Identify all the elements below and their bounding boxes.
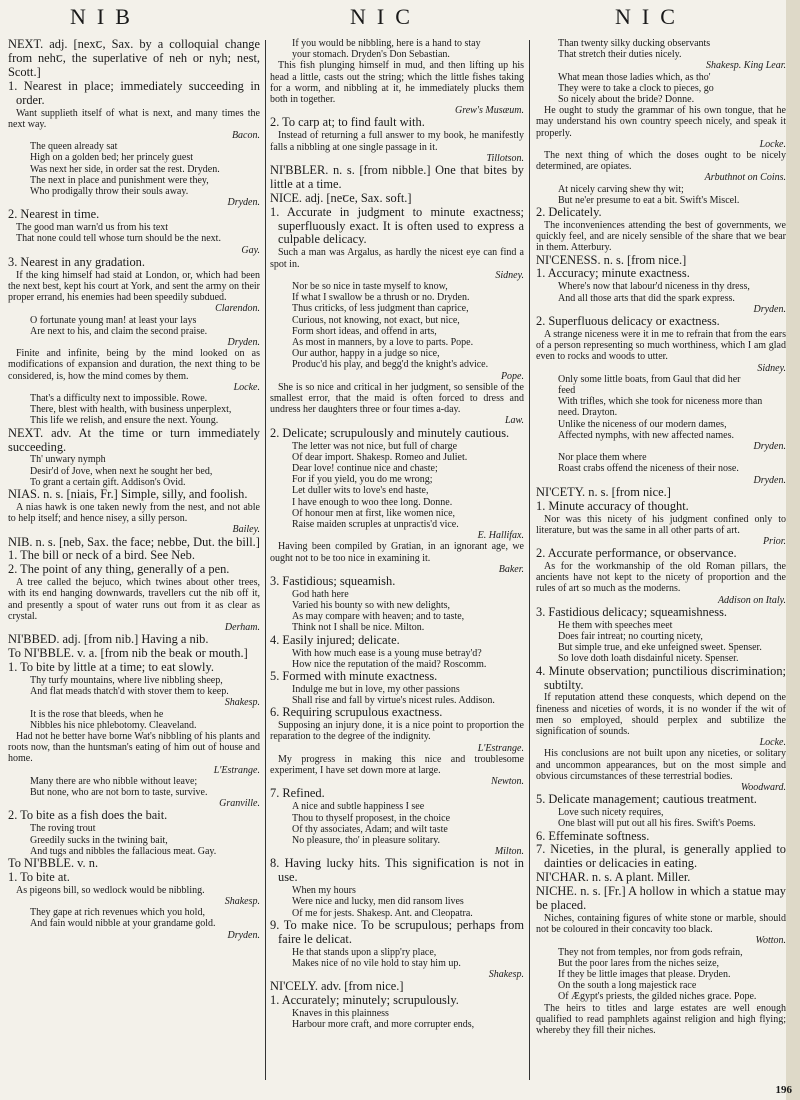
quotation-line: Of Ægypt's priests, the gilded niches grace. Pope. — [558, 991, 757, 1003]
quotation-line: No pleasure, tho' in pleasure solitary. — [292, 834, 441, 846]
citation-source: Dryden. — [753, 440, 786, 452]
sense-definition: 4. Easily injured; delicate. — [270, 632, 400, 647]
quotation-line: With how much ease is a young muse betray'd? — [292, 647, 482, 659]
quotation-line: A tree called the bejuco, which twines about other trees, with its end hanging downwards, travellers cut the nib off it, and presently a spout of water runs out from it as clear as crystal. — [8, 577, 260, 622]
quotation-line: Varied his bounty so with new delights, — [292, 600, 451, 612]
quotation-line: Finite and infinite, being by the mind looked on as modifications of expansion and duration, the next thing to be considered, is, how the mind comes by them. — [8, 348, 260, 382]
sense-definition: 2. To carp at; to find fault with. — [270, 115, 425, 130]
quotation-line: Where's now that labour'd niceness in thy dress, — [558, 281, 750, 293]
sense-definition: 1. Nearest in place; immediately succeeding in order. — [8, 78, 260, 107]
quotation-line: As pigeons bill, so wedlock would be nibbling. — [16, 884, 205, 896]
quotation-line: Had not he better have borne Wat's nibbling of his plants and roots now, than the huntsman's eating of him out of house and home. — [8, 731, 260, 765]
quotation-line: They not from temples, nor from gods refrain, — [558, 946, 743, 958]
entry-headword: NI'CENESS. n. s. [from nice.] — [536, 252, 687, 267]
quotation-line: He that stands upon a slipp'ry place, — [292, 946, 437, 958]
quotation-line: Indulge me but in love, my other passions — [292, 683, 460, 695]
sense-definition: 1. The bill or neck of a bird. See Neb. — [8, 548, 195, 563]
quotation-line: As for the workmanship of the old Roman pillars, the ancients have not kept to the nicety of proportion and the rules of art so much as the moderns. — [536, 561, 786, 595]
quotation-line: That none could tell whose turn should be the next. — [16, 233, 221, 245]
citation-source: Sidney. — [495, 269, 524, 281]
entry-headword: To NI'BBLE. v. a. [from nib the beak or mouth.] — [8, 646, 248, 661]
quotation-line: Having been compiled by Gratian, in an ignorant age, we ought not to be too nice in examining it. — [270, 541, 524, 564]
citation-source: Dryden. — [227, 337, 260, 348]
quotation-line: Th' unwary nymph — [30, 454, 106, 466]
sense-definition: 3. Nearest in any gradation. — [8, 254, 145, 269]
quotation-line: I have enough to woo thee long. Donne. — [292, 496, 453, 508]
page-number: 196 — [775, 1084, 792, 1096]
quotation-line: Many there are who nibble without leave; — [30, 775, 198, 787]
citation-source: Wotton. — [755, 935, 786, 947]
citation-source: Granville. — [219, 798, 260, 810]
quotation-line: How nice the reputation of the maid? Roscomm. — [292, 658, 487, 670]
citation-source: Locke. — [759, 737, 786, 749]
entry-headword: NIB. n. s. [neb, Sax. the face; nebbe, Dut. the bill.] — [8, 534, 260, 549]
quotation-line: Of honour men at first, like women nice, — [292, 507, 456, 519]
citation-source: Dryden. — [753, 474, 786, 486]
quotation-line: One blast will put out all his fires. Swift's Poems. — [558, 818, 756, 830]
quotation-line: Nibbles his nice phlebotomy. Cleaveland. — [30, 719, 197, 731]
quotation-line: To grant a certain gift. Addison's Ovid. — [30, 476, 186, 488]
citation-source: L'Estrange. — [213, 764, 260, 776]
citation-source: Shakesp. — [224, 895, 260, 907]
quotation-line: Love such nicety requires, — [558, 807, 664, 819]
citation-source: Newton. — [490, 776, 524, 788]
quotation-line: A nias hawk is one taken newly from the nest, and not able to help itself; and hence nisey, a silly person. — [8, 501, 260, 525]
quotation-line: Are next to his, and claim the second praise. — [30, 325, 208, 337]
sense-definition: 7. Niceties, in the plural, is generally applied to dainties or delicacies in eating. — [536, 842, 786, 871]
quotation-line: As may compare with heaven; and to taste, — [292, 611, 465, 623]
quotation-line: With trifles, which she took for niceness more than — [558, 396, 763, 408]
quotation-line: Thou to thyself proposest, in the choice — [292, 812, 451, 824]
entry-headword: NIAS. n. s. [niais, Fr.] Simple, silly, and foolish. — [8, 487, 248, 502]
citation-source: Derham. — [224, 622, 260, 634]
quotation-line: This fish plunging himself in mud, and then lifting up his head a little, casts out the string; which the little fishes taking for a worm, and nibbling at it, he immediately plucks them both in together. — [270, 60, 524, 106]
quotation-line: Want supplieth itself of what is next, and many times the next way. — [8, 107, 260, 130]
quotation-line: Supposing an injury done, it is a nice point to proportion the reparation to the degree of the indignity. — [270, 720, 524, 743]
quotation-line: Knaves in this plainness — [292, 1008, 389, 1020]
sense-definition: 3. Fastidious delicacy; squeamishness. — [536, 604, 727, 619]
entry-headword: NI'CHAR. n. s. A plant. Miller. — [536, 870, 691, 885]
sense-definition: 2. Delicately. — [536, 205, 602, 220]
citation-source: Locke. — [233, 381, 260, 393]
quotation-line: Unlike the niceness of our modern dames, — [558, 418, 727, 430]
quotation-line: They were to take a clock to pieces, go — [558, 82, 714, 94]
citation-source: Pope. — [500, 370, 524, 382]
quotation-line: If they be little images that please. Dryden. — [558, 969, 731, 980]
quotation-line: If the king himself had staid at London, or, which had been the next best, kept his court at York, and sent the army on their proper errand, his enemies had been speedily subdued. — [8, 269, 260, 304]
sense-definition: 1. Accurate in judgment to minute exactness; superfluously exact. It is often used to express a culpable delicacy. — [270, 204, 524, 247]
quotation-line: Desir'd of Jove, when next he sought her bed, — [30, 465, 213, 477]
citation-source: Shakesp. — [488, 969, 524, 980]
sense-definition: 1. Accurately; minutely; scrupulously. — [270, 993, 459, 1008]
citation-source: Clarendon. — [215, 303, 260, 315]
quotation-line: This life we relish, and ensure the next. Young. — [30, 415, 219, 427]
header-left: NIB — [70, 4, 141, 29]
running-header — [0, 4, 790, 34]
quotation-line: Affected nymphs, with new affected names. — [558, 429, 734, 441]
citation-source: Shakesp. King Lear. — [706, 60, 786, 72]
quotation-line: Raise maiden scruples at unpractis'd vice. — [292, 518, 459, 530]
sense-definition: 6. Requiring scrupulous exactness. — [270, 705, 443, 720]
quotation-line: He ought to study the grammar of his own tongue, that he may understand his own country speech nicely, and speak it properly. — [536, 105, 786, 139]
citation-source: L'Estrange. — [477, 742, 524, 754]
sense-definition: 1. Minute accuracy of thought. — [536, 498, 689, 513]
citation-source: Shakesp. — [224, 697, 260, 709]
sense-definition: 5. Delicate management; cautious treatment. — [536, 792, 757, 807]
quotation-line: The letter was not nice, but full of charge — [292, 440, 458, 452]
quotation-line: Dear love! continue nice and chaste; — [292, 462, 438, 474]
quotation-line: She is so nice and critical in her judgment, so sensible of the smallest error, that the maid is often forced to dress and undress her daughters three or four times a-day. — [270, 381, 524, 416]
quotation-line: His conclusions are not built upon any niceties, or solitary and uncommon appearances, but on the most simple and obvious circumstances of these terrestrial bodies. — [536, 748, 786, 782]
citation-source: Bacon. — [231, 129, 260, 141]
quotation-line: Only some little boats, from Gaul that did her — [558, 373, 741, 385]
citation-source: Prior. — [762, 535, 786, 547]
citation-source: E. Hallifax. — [477, 530, 524, 542]
quotation-line: Were nice and lucky, men did ransom lives — [292, 896, 464, 908]
quotation-line: On the south a long majestick race — [558, 980, 697, 992]
entry-headword: NICHE. n. s. [Fr.] A hollow in which a statue may be placed. — [536, 884, 786, 913]
sense-definition: 9. To make nice. To be scrupulous; perhaps from faire le delicat. — [270, 917, 524, 946]
quotation-line: But the poor lares from the niches seize, — [558, 957, 720, 969]
quotation-line: What mean those ladies which, as tho' — [558, 71, 711, 83]
citation-source: Dryden. — [227, 929, 260, 941]
sense-definition: 7. Refined. — [270, 786, 325, 801]
quotation-line: Shall rise and fall by virtue's nicest rules. Addison. — [292, 695, 495, 707]
sense-definition: 3. Fastidious; squeamish. — [270, 573, 396, 588]
quotation-line: Think not I shall be nice. Milton. — [292, 622, 425, 634]
quotation-line: And fain would nibble at your grandame gold. — [30, 918, 216, 930]
sense-definition: 5. Formed with minute exactness. — [270, 669, 438, 683]
quotation-line: If what I swallow be a thrush or no. Dryden. — [292, 292, 470, 304]
sense-definition: 1. Accuracy; minute exactness. — [536, 266, 690, 281]
quotation-line: Instead of returning a full answer to my book, he manifestly falls a nibbling at one single passage in it. — [270, 130, 524, 153]
quotation-line: Of me for jests. Shakesp. Ant. and Cleopatra. — [292, 907, 473, 919]
quotation-line: Niches, containing figures of white stone or marble, should not be coloured in their concavity too black. — [536, 912, 786, 936]
citation-source: Baker. — [498, 563, 524, 575]
quotation-line: Thy turfy mountains, where live nibbling sheep, — [30, 675, 223, 687]
quotation-line: Curious, not knowing, not exact, but nice, — [292, 314, 460, 326]
quotation-line: God hath here — [292, 588, 349, 600]
sense-definition: 2. Nearest in time. — [8, 207, 100, 222]
quotation-line: The queen already sat — [30, 141, 118, 153]
quotation-line: But none, who are not born to taste, survive. — [30, 787, 208, 799]
sense-definition: 2. Accurate performance, or observance. — [536, 546, 737, 561]
quotation-line: Nor place them where — [558, 452, 647, 464]
quotation-line: The next in place and punishment were they, — [30, 174, 209, 186]
quotation-line: Let duller wits to love's end haste, — [292, 485, 429, 497]
quotation-line: If reputation attend these conquests, which depend on the fineness and niceties of words, it is no wonder if the wit of men so employed, should perplex and subtilize the signification of sounds. — [536, 692, 786, 738]
quotation-line: Such a man was Argalus, as hardly the nicest eye can find a spot in. — [270, 247, 524, 270]
quotation-line: O fortunate young man! at least your lays — [30, 314, 197, 326]
quotation-line: Does fair intreat; no courting nicety, — [558, 630, 703, 642]
citation-source: Woodward. — [740, 782, 786, 794]
citation-source: Sidney. — [757, 362, 786, 374]
quotation-line: The good man warn'd us from his text — [16, 222, 169, 234]
citation-source: Arbuthnot on Coins. — [704, 172, 786, 184]
citation-source: Tillotson. — [486, 152, 524, 164]
quotation-line: If you would be nibbling, here is a hand to stay — [292, 38, 481, 49]
sense-definition: 1. To bite by little at a time; to eat slowly. — [8, 660, 214, 675]
entry-headword: NI'BBLER. n. s. [from nibble.] One that bites by little at a time. — [270, 162, 524, 191]
quotation-line: So love doth loath disdainful nicety. Spenser. — [558, 653, 739, 665]
quotation-line: High on a golden bed; her princely guest — [30, 152, 194, 164]
quotation-line: That stretch their duties nicely. — [558, 49, 682, 61]
sense-definition: 2. Superfluous delicacy or exactness. — [536, 313, 720, 328]
citation-source: Locke. — [759, 138, 786, 150]
entry-headword: NEXT. adv. At the time or turn immediately succeeding. — [8, 425, 260, 454]
citation-source: Milton. — [494, 846, 524, 858]
citation-source: Dryden. — [753, 303, 786, 315]
quotation-line: He them with speeches meet — [558, 619, 673, 631]
sense-definition: 2. The point of any thing, generally of a pen. — [8, 562, 230, 577]
citation-source: Addison on Italy. — [717, 594, 786, 606]
quotation-line: A strange niceness were it in me to refrain that from the ears of a person representing so much worthiness, which I am glad even to rocks and woods to utter. — [536, 328, 786, 363]
citation-source: Law. — [505, 415, 524, 427]
sense-definition: 4. Minute observation; punctilious discrimination; subtilty. — [536, 663, 786, 692]
quotation-line: The inconveniences attending the best of governments, we quickly feel, and are nicely sensible of the share that we bear in them. Atterbury. — [536, 219, 786, 254]
entry-headword: NEXT. adj. [nexꞇ, Sax. by a colloquial change from nehꞇ, the superlative of neh or nyh; nest, Scott.] — [8, 38, 260, 79]
header-right: NIC — [615, 4, 686, 29]
quotation-line: feed — [558, 384, 576, 396]
entry-headword: NI'CELY. adv. [from nice.] — [270, 979, 404, 994]
quotation-line: But ne'er presume to eat a bit. Swift's Miscel. — [558, 194, 740, 206]
quotation-line: They gape at rich revenues which you hold, — [30, 907, 205, 919]
entry-headword: NICE. adj. [neꞇe, Sax. soft.] — [270, 190, 412, 205]
quotation-line: Roast crabs offend the niceness of their nose. — [558, 463, 739, 475]
quotation-line: My progress in making this nice and troublesome experiment, I have set down more at large. — [270, 753, 524, 777]
quotation-line: It is the rose that bleeds, when he — [30, 708, 164, 720]
quotation-line: need. Drayton. — [558, 407, 618, 419]
header-center: NIC — [350, 4, 421, 29]
column-rule — [265, 40, 266, 1080]
text-columns — [8, 38, 786, 1088]
quotation-line: When my hours — [292, 885, 356, 897]
quotation-line: At nicely carving shew thy wit; — [558, 183, 684, 195]
sense-definition: 1. To bite at. — [8, 869, 70, 884]
quotation-line: Nor was this nicety of his judgment confined only to literature, but was the same in all other parts of art. — [536, 513, 786, 536]
sense-definition: 2. Delicate; scrupulously and minutely cautious. — [270, 425, 510, 440]
citation-source: Bailey. — [232, 524, 260, 536]
entry-headword: NI'BBED. adj. [from nib.] Having a nib. — [8, 632, 209, 647]
quotation-line: So nicely about the bride? Donne. — [558, 94, 695, 106]
column-rule — [529, 40, 530, 1080]
quotation-line: But simple true, and eke unfeigned sweet. Spenser. — [558, 642, 762, 654]
sense-definition: 2. To bite as a fish does the bait. — [8, 808, 168, 823]
quotation-line: And tugs and nibbles the fallacious meat. Gay. — [30, 845, 217, 857]
quotation-line: And all those arts that did the spark express. — [558, 292, 735, 304]
quotation-line: Of thy associates, Adam; and wilt taste — [292, 823, 448, 835]
quotation-line: Form short ideas, and offend in arts, — [292, 325, 437, 337]
quotation-line: The heirs to titles and large estates are well enough qualified to read pamphlets against religion and high flying; whereby they fill their niches. — [536, 1002, 786, 1037]
citation-source: Gay. — [241, 244, 260, 256]
quotation-line: Nor be so nice in taste myself to know, — [292, 280, 448, 292]
quotation-line: Greedily sucks in the twining bait, — [30, 834, 168, 846]
quotation-line: There, blest with health, with business unperplext, — [30, 404, 232, 416]
quotation-line: That's a difficulty next to impossible. Rowe. — [30, 393, 208, 405]
quotation-line: Thus criticks, of less judgment than caprice, — [292, 303, 469, 315]
quotation-line: Of dear import. Shakesp. Romeo and Juliet. — [292, 451, 468, 463]
column-3 — [536, 38, 786, 1088]
quotation-line: A nice and subtle happiness I see — [292, 801, 425, 813]
quotation-line: Than twenty silky ducking observants — [558, 38, 711, 49]
quotation-line: Makes nice of no vile hold to stay him up. — [292, 957, 461, 969]
citation-source: Grew's Musæum. — [455, 105, 524, 117]
quotation-line: Produc'd his play, and begg'd the knight's advice. — [292, 359, 489, 371]
citation-source: Dryden. — [227, 197, 260, 209]
entry-headword: To NI'BBLE. v. n. — [8, 855, 99, 870]
quotation-line: Who prodigally throw their souls away. — [30, 185, 189, 197]
sense-definition: 8. Having lucky hits. This signification is not in use. — [270, 856, 524, 885]
quotation-line: Harbour more craft, and more corrupter ends, — [292, 1019, 475, 1031]
quotation-line: your stomach. Dryden's Don Sebastian. — [292, 49, 450, 61]
quotation-line: The roving trout — [30, 823, 96, 835]
quotation-line: Was next her side, in order sat the rest. Dryden. — [30, 163, 220, 175]
entry-headword: NI'CETY. n. s. [from nice.] — [536, 484, 671, 499]
sense-definition: 6. Effeminate softness. — [536, 828, 650, 843]
page-edge — [786, 0, 800, 1100]
quotation-line: For if you yield, you do me wrong; — [292, 474, 433, 486]
quotation-line: And flat meads thatch'd with stover them to keep. — [30, 686, 229, 698]
column-1 — [8, 38, 260, 1088]
quotation-line: The next thing of which the doses ought to be nicely determined, are opiates. — [536, 150, 786, 173]
quotation-line: Our author, happy in a judge so nice, — [292, 348, 440, 360]
column-2 — [270, 38, 524, 1088]
quotation-line: As most in manners, by a love to parts. Pope. — [292, 337, 474, 348]
